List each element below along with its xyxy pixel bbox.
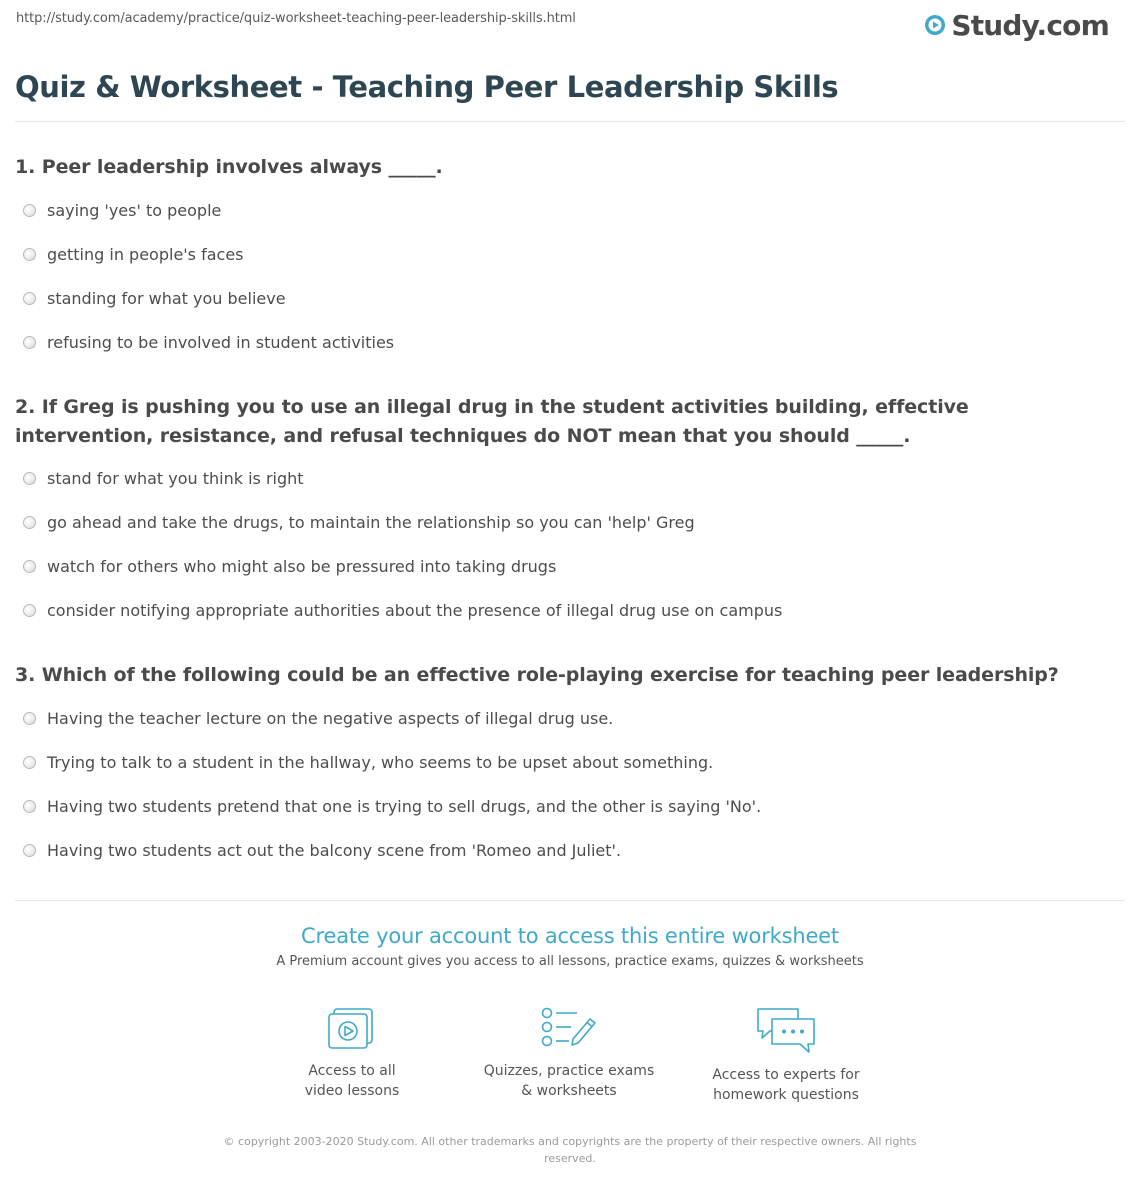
study-logo[interactable] — [924, 6, 1109, 44]
answer-label: consider notifying appropriate authorities about the presence of illegal drug use on campus — [47, 600, 783, 620]
answer-option[interactable] — [15, 242, 244, 266]
answer-label: stand for what you think is right — [47, 468, 304, 488]
radio-button[interactable] — [23, 560, 36, 573]
radio-button[interactable] — [23, 204, 36, 217]
play-logo-icon — [924, 14, 946, 36]
answer-option[interactable] — [15, 510, 695, 534]
answer-label: standing for what you believe — [47, 288, 286, 308]
answer-option[interactable] — [15, 198, 221, 222]
radio-button[interactable] — [23, 712, 36, 725]
answer-label: Having two students act out the balcony scene from 'Romeo and Juliet'. — [47, 840, 622, 860]
feature-label: Access to experts for homework questions — [712, 1067, 860, 1103]
answer-label: refusing to be involved in student activities — [47, 332, 395, 352]
radio-button[interactable] — [23, 336, 36, 349]
radio-button[interactable] — [23, 800, 36, 813]
answer-label: getting in people's faces — [47, 244, 244, 264]
answer-option[interactable] — [15, 750, 713, 774]
answer-label: Trying to talk to a student in the hallway, who seems to be upset about something. — [47, 752, 714, 772]
answer-option[interactable] — [15, 286, 286, 310]
radio-button[interactable] — [23, 472, 36, 485]
answer-label: Having the teacher lecture on the negative aspects of illegal drug use. — [47, 708, 614, 728]
answer-option[interactable] — [15, 466, 304, 490]
answer-option[interactable] — [15, 554, 556, 578]
answer-option[interactable] — [15, 598, 782, 622]
radio-button[interactable] — [23, 248, 36, 261]
feature-quizzes — [469, 1005, 669, 1101]
feature-label: Access to all video lessons — [304, 1063, 400, 1099]
answer-label: watch for others who might also be pressured into taking drugs — [47, 556, 557, 576]
question-1 — [15, 153, 1125, 353]
radio-button[interactable] — [23, 516, 36, 529]
question-3 — [15, 661, 1125, 871]
radio-button[interactable] — [23, 292, 36, 305]
page-title: Quiz & Worksheet - Teaching Peer Leadership Skills — [15, 70, 839, 104]
quizzes-checklist-icon — [539, 1005, 599, 1051]
copyright-text: © copyright 2003-2020 Study.com. All other trademarks and copyrights are the property of their respective owners. All rights reserved. — [223, 1135, 917, 1165]
feature-experts — [686, 1005, 886, 1105]
radio-button[interactable] — [23, 844, 36, 857]
answer-label: Having two students pretend that one is trying to sell drugs, and the other is saying 'No'. — [47, 796, 762, 816]
question-2 — [15, 393, 1125, 623]
answer-option[interactable] — [15, 838, 621, 862]
question-text: 1. Peer leadership involves always _____. — [15, 156, 443, 178]
question-text: 3. Which of the following could be an effective role-playing exercise for teaching peer leadership? — [15, 664, 1059, 686]
experts-chat-icon — [754, 1005, 818, 1055]
feature-label: Quizzes, practice exams & worksheets — [483, 1063, 655, 1099]
answer-label: saying 'yes' to people — [47, 200, 222, 220]
page-url: http://study.com/academy/practice/quiz-worksheet-teaching-peer-leadership-skills.html — [16, 11, 576, 26]
promo-divider — [15, 900, 1125, 901]
logo-text: Study.com — [951, 8, 1109, 42]
video-lessons-icon — [325, 1005, 379, 1051]
top-bar — [15, 0, 1125, 50]
answer-option[interactable] — [15, 330, 394, 354]
question-text: 2. If Greg is pushing you to use an illegal drug in the student activities building, effective intervention, resistance, and refusal techniques do NOT mean that you should _____. — [15, 396, 969, 447]
radio-button[interactable] — [23, 756, 36, 769]
create-account-link[interactable]: Create your account to access this entire worksheet — [301, 924, 839, 948]
answer-option[interactable] — [15, 794, 761, 818]
title-divider — [15, 121, 1125, 122]
answer-label: go ahead and take the drugs, to maintain the relationship so you can 'help' Greg — [47, 512, 695, 532]
feature-video-lessons — [252, 1005, 452, 1101]
radio-button[interactable] — [23, 604, 36, 617]
answer-option[interactable] — [15, 706, 613, 730]
promo-subtitle: A Premium account gives you access to all lessons, practice exams, quizzes & worksheets — [276, 954, 864, 969]
